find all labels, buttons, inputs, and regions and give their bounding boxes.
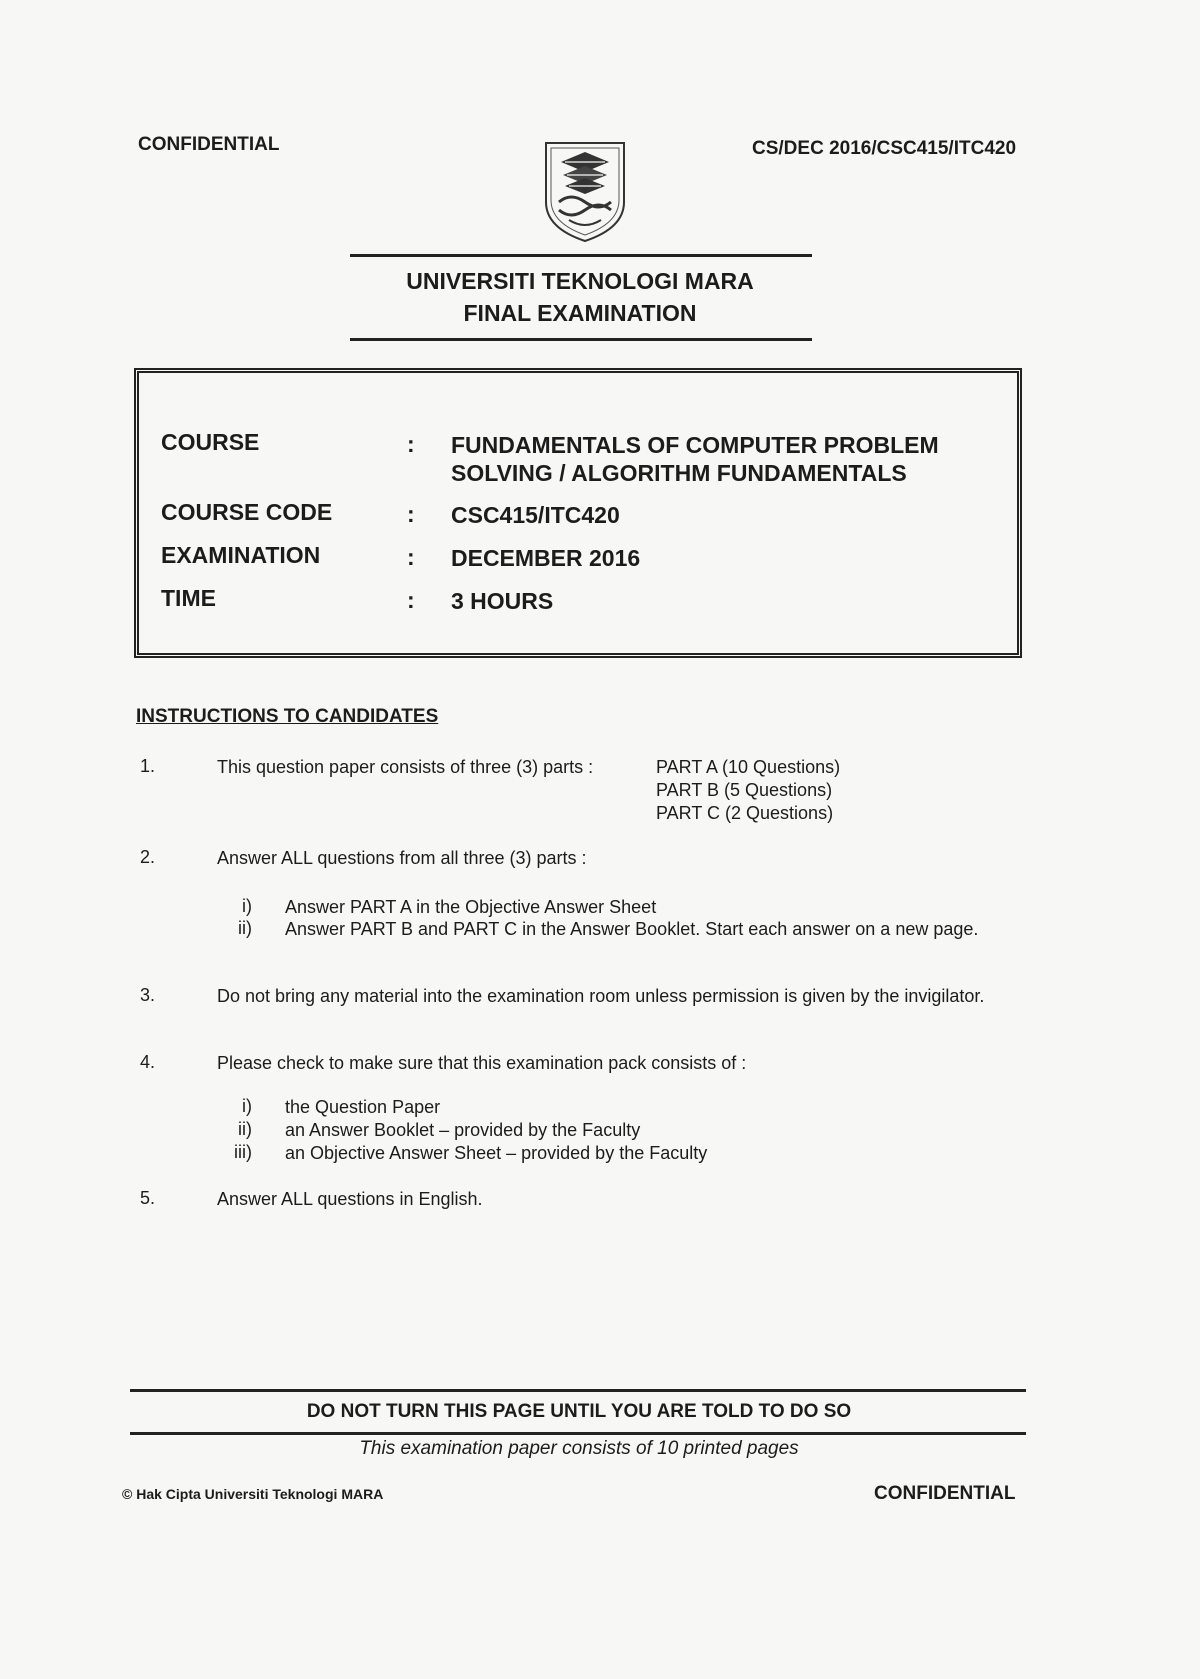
part-b-count: PART B (5 Questions) [656, 780, 833, 800]
examination-value: DECEMBER 2016 [451, 545, 641, 571]
course-code-label: COURSE CODE [161, 499, 333, 525]
confidential-label-top: CONFIDENTIAL [138, 134, 280, 155]
instruction-2-sub-1-text: Answer PART A in the Objective Answer Sheet [285, 897, 657, 917]
instruction-4-sub-2-number: ii) [238, 1119, 252, 1139]
instruction-1-number: 1. [140, 756, 156, 776]
examination-label: EXAMINATION [161, 542, 321, 568]
instruction-4-sub-3-text: an Objective Answer Sheet – provided by the Faculty [285, 1143, 708, 1163]
course-code-value: CSC415/ITC420 [451, 502, 620, 528]
footer-rule-top [130, 1389, 1026, 1392]
footer-rule-bottom [130, 1432, 1026, 1435]
course-label: COURSE [161, 429, 260, 455]
time-value: 3 HOURS [451, 588, 554, 614]
instruction-4-text: Please check to make sure that this examination pack consists of : [217, 1053, 747, 1073]
instruction-1-text: This question paper consists of three (3) parts : [217, 757, 594, 777]
instruction-5-number: 5. [140, 1188, 156, 1208]
part-a-count: PART A (10 Questions) [656, 757, 841, 777]
examination-separator: : [407, 544, 415, 570]
do-not-turn-warning: DO NOT TURN THIS PAGE UNTIL YOU ARE TOLD TO DO SO [306, 1401, 852, 1422]
university-crest-icon [543, 140, 627, 244]
time-separator: : [407, 587, 415, 613]
instruction-2-text: Answer ALL questions from all three (3) parts : [217, 848, 587, 868]
instruction-3-text: Do not bring any material into the examination room unless permission is given by the invigilator. [217, 986, 985, 1006]
time-label: TIME [161, 585, 216, 611]
instruction-4-sub-1-text: the Question Paper [285, 1097, 441, 1117]
part-c-count: PART C (2 Questions) [656, 803, 834, 823]
exam-type: FINAL EXAMINATION [463, 300, 697, 326]
instruction-4-sub-2-text: an Answer Booklet – provided by the Faculty [285, 1120, 641, 1140]
course-value-line1: FUNDAMENTALS OF COMPUTER PROBLEM [451, 432, 939, 458]
confidential-label-bottom: CONFIDENTIAL [874, 1483, 1016, 1504]
course-code-separator: : [407, 501, 415, 527]
copyright-notice: © Hak Cipta Universiti Teknologi MARA [122, 1486, 384, 1502]
paper-code: CS/DEC 2016/CSC415/ITC420 [752, 138, 1017, 159]
title-rule-bottom [350, 338, 812, 341]
page-count-note: This examination paper consists of 10 printed pages [359, 1438, 799, 1459]
instructions-heading: INSTRUCTIONS TO CANDIDATES [136, 706, 439, 727]
instruction-2-sub-2-number: ii) [238, 918, 252, 938]
title-rule-top [350, 254, 812, 257]
instruction-3-number: 3. [140, 985, 156, 1005]
instruction-5-text: Answer ALL questions in English. [217, 1189, 483, 1209]
course-value-line2: SOLVING / ALGORITHM FUNDAMENTALS [451, 460, 907, 486]
university-name: UNIVERSITI TEKNOLOGI MARA [406, 268, 754, 294]
course-details-box [134, 368, 1022, 658]
instruction-2-sub-2-text: Answer PART B and PART C in the Answer Booklet. Start each answer on a new page. [285, 919, 979, 939]
instruction-4-number: 4. [140, 1052, 156, 1072]
instruction-4-sub-3-number: iii) [234, 1142, 252, 1162]
instruction-4-sub-1-number: i) [242, 1096, 252, 1116]
instruction-2-sub-1-number: i) [242, 896, 252, 916]
instruction-2-number: 2. [140, 847, 156, 867]
course-separator: : [407, 431, 415, 457]
